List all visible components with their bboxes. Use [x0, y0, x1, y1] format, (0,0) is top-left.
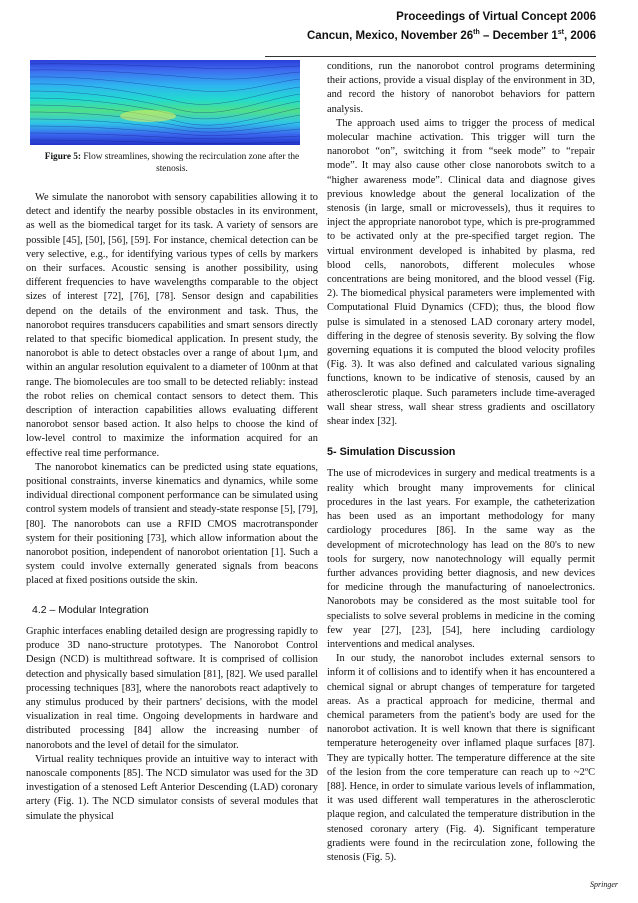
figure-5-label: Figure 5: — [44, 152, 82, 162]
paragraph: The nanorobot kinematics can be predicted using state equations, positional constraints, inverse kinematics and dynamics, while some individual directional component performance can be simulated using control system models of transient and steady-state response [5], [79], [80]. The nanorobots can use a RFID CMOS macrotransponder system for their positioning [73], which allow information about the nanorobot position, independent of nanorobot orientation [1]. Such a system could involve externally generated signals from beacons placed at fixed positions outside the skin. — [26, 461, 318, 587]
paragraph: Graphic interfaces enabling detailed design are progressing rapidly to produce 3D nano-structure prototypes. The Nanorobot Control Design (NCD) is multithread software. It is comprised of collision detection and physically based simulation [81], [82]. We used parallel processing techniques [83], where the nanorobots react adaptively to any stimulus produced by their partners' decisions, with the model visualization in real time. Ongoing developments in hardware and distributed processing [84] allow the increasing number of nanorobots and the level of detail for the simulator. — [26, 625, 318, 751]
subsection-heading: 4.2 – Modular Integration — [32, 603, 149, 616]
location-text: Cancun, Mexico, November 26 — [307, 29, 474, 42]
paragraph: The use of microdevices in surgery and medical treatments is a reality which brought many improvements for clinical procedures in the last years. For example, the catheterization has been used as an important methodology for many cardiology procedures [86]. In the same way as the development of microtechnology has lead on the 80's to new tools for surgery, now nanotechnology will equally permit further advances providing better diagnosis, and new devices for medicine through the manufacturing of nanoelectronics. Nanorobots may be considered as the most suitable tool for specialists to solve several problems in medicine in the coming few year [27], [23], [54], here including cardiology interventions and medical analyses. — [327, 468, 595, 650]
right-column — [327, 60, 595, 865]
date-sup-1: th — [473, 29, 480, 36]
figure-5-caption-text: Flow streamlines, showing the recirculation zone after the stenosis. — [81, 152, 300, 174]
publisher-footer: Springer — [590, 880, 618, 889]
running-header — [307, 10, 596, 44]
left-column — [26, 60, 318, 824]
paragraph: In our study, the nanorobot includes external sensors to inform it of collisions and to identify when it has encountered a chemical signal or abrupt changes of temperature for targeted areas. As a practical approach for medicine, thermal and chemical parameters from the patient's body are used for the nanorobot activation. It is well known that there is significant temperature heterogeneity over inflamed plaque surfaces [87]. They are typically hotter. The temperature difference at the site of the lesion from the core temperature can reach up to ~2ºC [88]. Hence, in order to simulate various levels of inflammation, it was used different wall temperatures in the atherosclerotic plaque region, and calculated the temperature distribution in the stenosed coronary artery (Fig. 4). Significant temperature gradients were found in the recirculation zone, following the stenosis (Fig. 5). — [327, 653, 595, 863]
paragraph: Virtual reality techniques provide an intuitive way to interact with nanoscale components [85]. The NCD simulator was used for the 3D investigation of a stenosed Left Anterior Descending (LAD) coronary artery (Fig. 1). The NCD simulator consists of several modules that simulate the physical — [26, 753, 318, 822]
year-text: , 2006 — [564, 29, 596, 42]
figure-5-image — [30, 60, 300, 145]
paragraph: conditions, run the nanorobot control programs determining their actions, provide a visual display of the environment in 3D, and record the history of nanorobot behaviors for pattern analysis. — [327, 61, 595, 115]
conference-title: Proceedings of Virtual Concept 2006 — [396, 11, 596, 23]
section-heading: 5- Simulation Discussion — [327, 446, 456, 459]
paragraph: We simulate the nanorobot with sensory capabilities allowing it to detect and identify the nearby possible obstacles in its environment, as well as the biomedical target for its task. A variety of sensors are possible [45], [50], [56], [59]. For instance, chemical detection can be very selective, e.g., for identifying various types of cells by markers on their surfaces. Acoustic sensing is another possibility, using different frequencies to have wavelengths comparable to the object sizes of interest [72], [76], [78]. Sensor design and capabilities depend on the details of the environment and task. Thus, the nanorobot requires transducers capabilities and smart sensors directly related to that specific biomedical application. In present study, the nanorobot is able to detect obstacles over a range of about 1µm, and within an angular resolution equivalent to a diameter of 100nm at that range. The biomolecules are too small to be detected reliably: instead the robot relies on chemical contact sensors to detect them. This description of interaction capabilities allows evaluating different nanorobot sensor based action. It also helps to choose the kind of low-level control to maximize the information acquired for an effective real time performance. — [26, 192, 318, 459]
date-mid-text: – December 1 — [479, 29, 558, 42]
date-sup-2: st — [557, 29, 565, 36]
paragraph: The approach used aims to trigger the process of medical molecular machine activation. This trigger will turn the nanorobot “on”, switching it from “seek mode” to “repair mode”. It may also cause other close nanorobots switch to a “higher awareness mode”. Clinical data and diagnose gives previous knowledge about the general localization of the stenosis (in large, small or microvessels), thus it requires to inject the appropriate nanorobot type, which is pre-programmed to be activated only at the pre-specified target region. The virtual environment developed is inhabited by plasma, red blood cells, nanorobots, different molecules whose concentrations are being monitored, and the blood vessel (Fig. 2). The biomedical physical parameters were implemented with Computational Fluid Dynamics (CFD); thus, the blood flow pulse is simulated in a stenosed LAD coronary artery model, differing in the degree of stenosis severity. By solving the flow governing equations it is computed the blood velocity profiles (Fig. 3). It was also defined and calculated various signaling functions, known to be indicative of stenosis, caused by an atherosclerotic plaque. Such parameters include time-averaged wall shear stress, wall shear stress gradients and oscillatory shear index [32]. — [327, 117, 595, 428]
conference-location-date — [307, 25, 596, 44]
figure-5-caption — [32, 151, 312, 175]
header-rule — [265, 56, 596, 57]
flow-streamlines-graphic — [30, 60, 300, 145]
